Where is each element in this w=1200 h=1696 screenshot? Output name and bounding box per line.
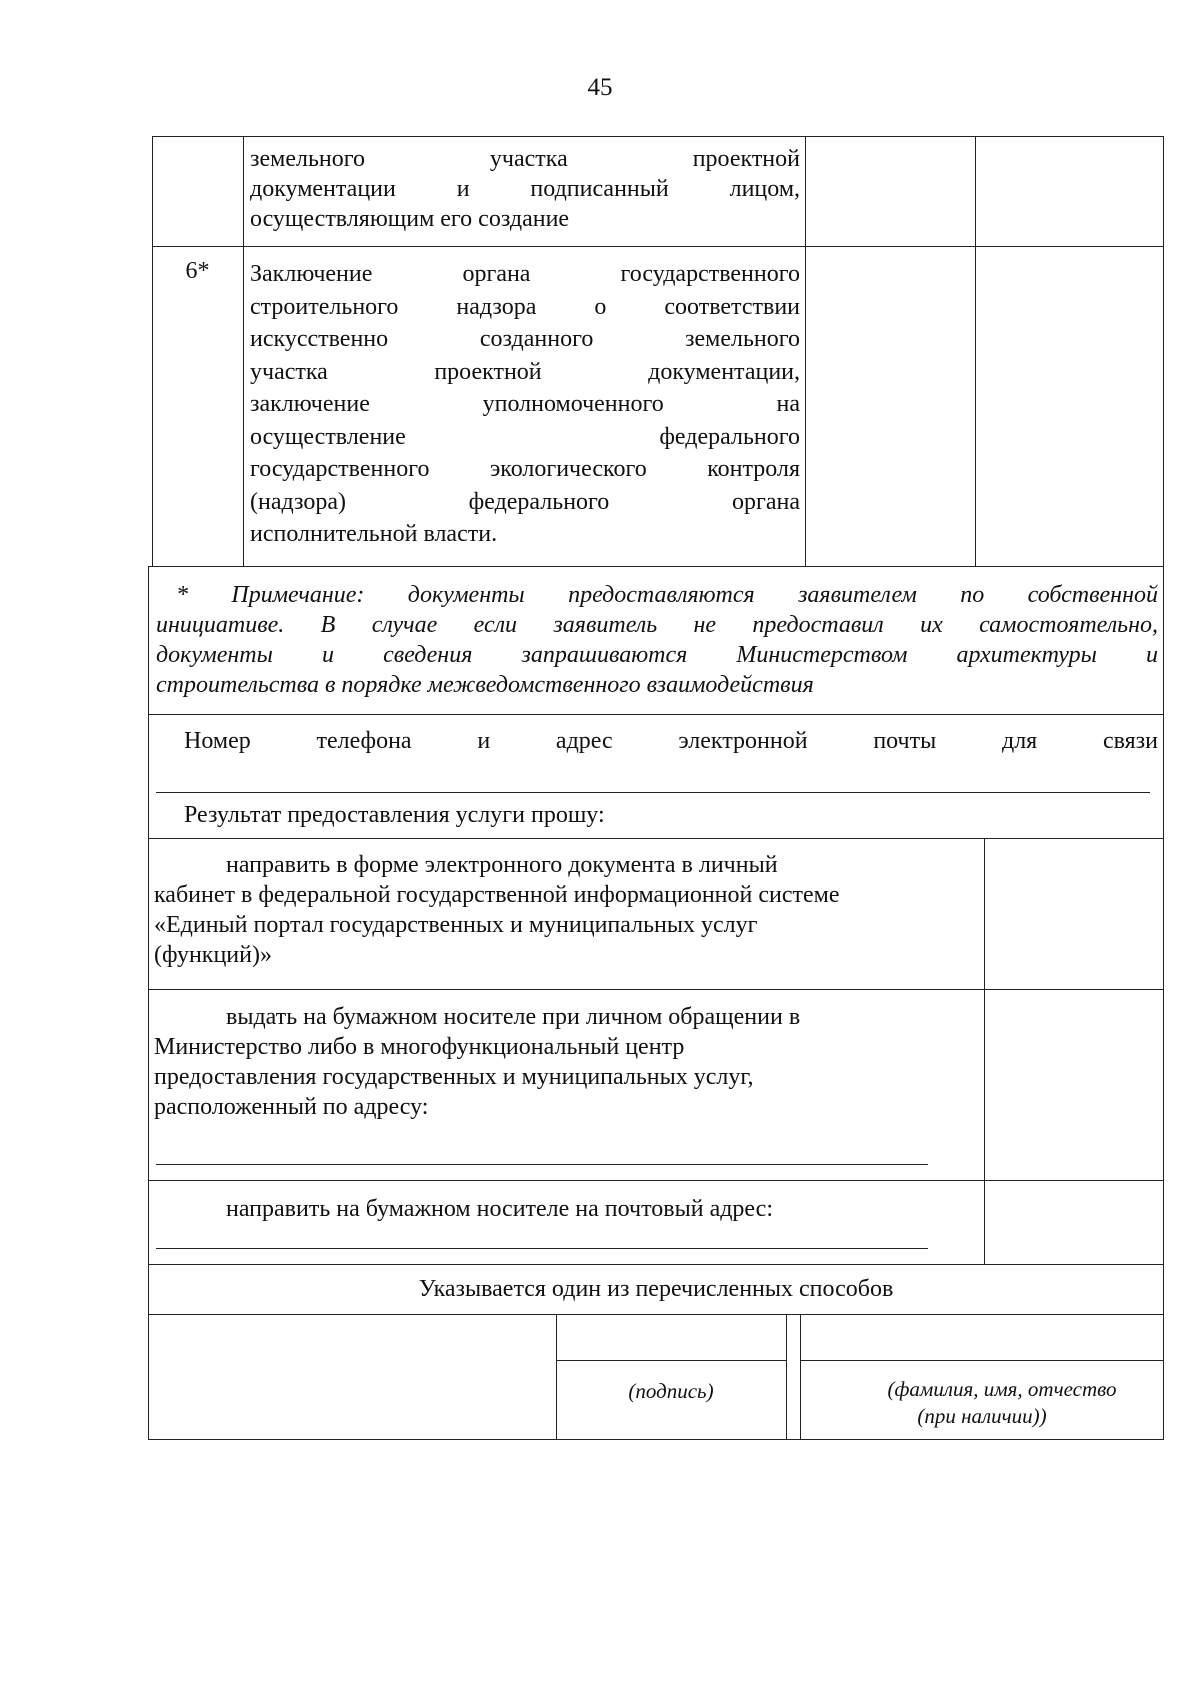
delivery-option-post-checkbox[interactable] xyxy=(985,1181,1163,1264)
in-person-address-line[interactable] xyxy=(156,1164,928,1165)
note-line: документы и сведения запрашиваются Министерством архитектуры и xyxy=(156,642,1158,668)
signature-column-divider xyxy=(786,1314,787,1440)
documents-table xyxy=(152,136,1164,566)
row-description xyxy=(250,258,800,551)
contact-label: Номер телефона и адрес электронной почты для связи xyxy=(184,728,1158,754)
application-form xyxy=(148,566,1164,1440)
text-line: участка проектной документации, xyxy=(250,358,800,385)
text-line: земельного участка проектной xyxy=(250,146,800,172)
text-line: исполнительной власти. xyxy=(250,521,498,547)
text-line: осуществление федерального xyxy=(250,423,800,450)
note-line: инициативе. В случае если заявитель не предоставил их самостоятельно, xyxy=(156,612,1158,638)
text-line: осуществляющим его создание xyxy=(250,206,570,232)
delivery-option-portal: направить в форме электронного документа в личный кабинет в федеральной государственной информационной системе «Единый портал государственных и муниципальных услуг (функций)» xyxy=(154,852,840,968)
note-block xyxy=(156,580,1158,700)
delivery-option-portal-checkbox[interactable] xyxy=(985,839,1163,989)
text-line: строительного надзора о соответствии xyxy=(250,293,800,320)
result-label: Результат предоставления услуги прошу: xyxy=(184,802,605,828)
text-line: искусственно созданного земельного xyxy=(250,326,800,352)
contact-input-line[interactable] xyxy=(156,792,1150,793)
signature-field[interactable] xyxy=(557,1315,785,1359)
table-row xyxy=(152,136,1164,246)
text-line: Заключение органа государственного xyxy=(250,261,800,287)
text-line: документации и подписанный лицом, xyxy=(250,176,800,202)
section-divider xyxy=(148,714,1164,715)
delivery-option-in-person: выдать на бумажном носителе при личном обращении в Министерство либо в многофункциональный центр предоставления государственных и муниципальных услуг, расположенный по адресу: xyxy=(154,1004,801,1120)
text-line: государственного экологического контроля xyxy=(250,456,800,482)
note-line: строительства в порядке межведомственного взаимодействия xyxy=(156,672,814,698)
note-line: * Примечание: документы предоставляются заявителем по собственной xyxy=(176,582,1158,608)
section-divider xyxy=(148,1264,1164,1265)
choose-one-label: Указывается один из перечисленных способов xyxy=(418,1276,894,1302)
row-number: 6* xyxy=(185,258,210,284)
table-row xyxy=(152,246,1164,566)
row-description xyxy=(250,144,800,234)
signature-caption: (подпись) xyxy=(628,1379,714,1403)
full-name-caption: (фамилия, имя, отчество (при наличии)) xyxy=(887,1377,1117,1428)
text-line: заключение уполномоченного на xyxy=(250,391,800,417)
full-name-field[interactable] xyxy=(801,1315,1163,1359)
delivery-option-post: направить на бумажном носителе на почтовый адрес: xyxy=(226,1196,773,1222)
signature-underline xyxy=(556,1360,786,1361)
full-name-underline xyxy=(800,1360,1164,1361)
text-line: (надзора) федерального органа xyxy=(250,488,800,515)
postal-address-line[interactable] xyxy=(156,1248,928,1249)
page-number: 45 xyxy=(587,74,613,101)
delivery-option-in-person-checkbox[interactable] xyxy=(985,990,1163,1180)
